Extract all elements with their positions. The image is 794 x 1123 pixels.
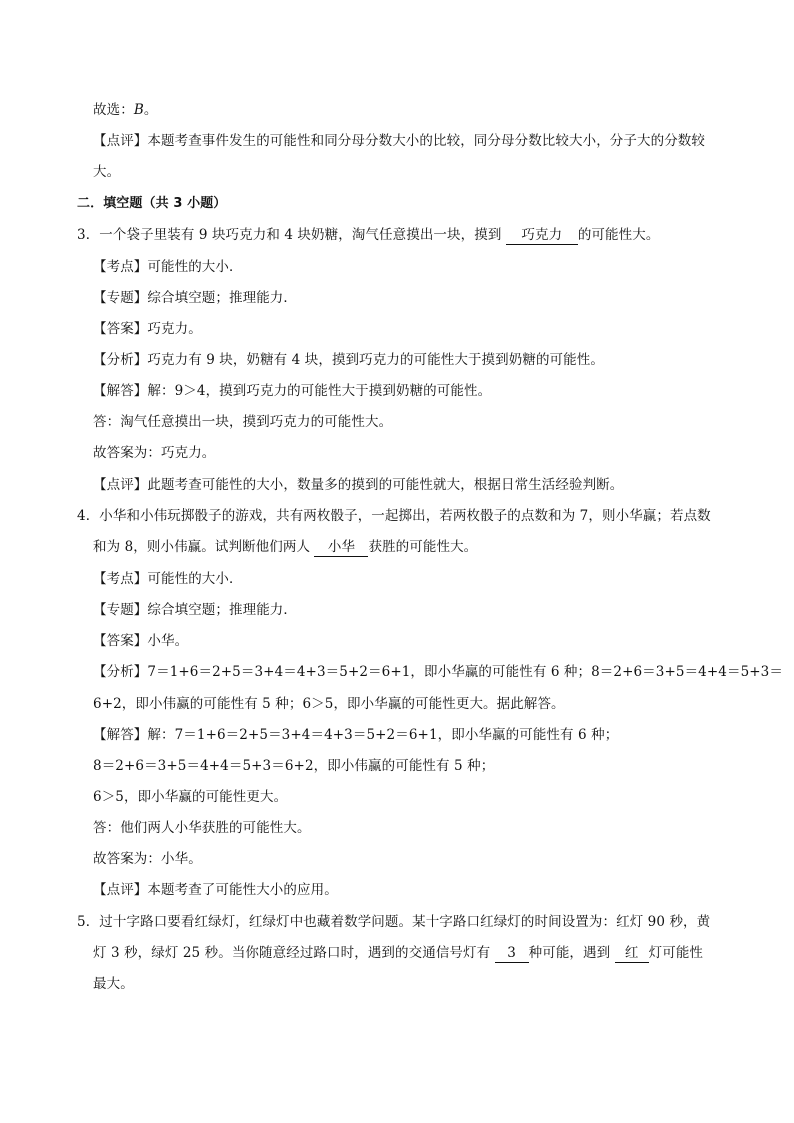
q5-stem-3: 最大。	[93, 976, 134, 992]
comment-tag: 【点评】	[93, 133, 148, 149]
q4-jieda-2: 8＝2+6＝3+5＝4+4＝5+3＝6+2，即小伟赢的可能性有 5 种；	[93, 758, 495, 774]
q4-kaodian: 【考点】可能性的大小．	[93, 571, 243, 587]
q5-stem-2: 灯 3 秒，绿灯 25 秒。当你随意经过路口时，遇到的交通信号灯有 3 种可能，遇到 红 灯可能性	[93, 945, 704, 961]
q4-zhuanti: 【专题】综合填空题；推理能力．	[93, 602, 298, 618]
q5-answer-blank-1: 3	[495, 944, 529, 963]
q4-daan: 【答案】小华。	[93, 633, 189, 649]
q4-final: 故答案为：小华。	[93, 851, 202, 867]
q4-fenxi-1: 【分析】7＝1+6＝2+5＝3+4＝4+3＝5+2＝6+1，即小华赢的可能性有 6 种；8＝2+6＝3+5＝4+4＝5+3＝	[93, 664, 783, 680]
q3-daan: 【答案】巧克力。	[93, 321, 202, 337]
q4-fenxi-2: 6+2，即小伟赢的可能性有 5 种；6＞5，即小华赢的可能性更大。据此解答。	[93, 696, 565, 712]
q3-jieda: 【解答】解：9＞4，摸到巧克力的可能性大于摸到奶糖的可能性。	[93, 383, 492, 399]
choice-line: 故选：B。	[93, 102, 158, 118]
comment-line-1: 【点评】本题考查事件发生的可能性和同分母分数大小的比较，同分母分数比较大小，分子大的分数较	[93, 133, 706, 149]
q3-kaodian: 【考点】可能性的大小．	[93, 259, 243, 275]
q5-answer-blank-2: 红	[615, 944, 649, 963]
q3-answer-blank: 巧克力	[506, 226, 578, 245]
q3-zhuanti: 【专题】综合填空题；推理能力．	[93, 290, 298, 306]
q4-jieda-3: 6＞5，即小华赢的可能性更大。	[93, 789, 288, 805]
q3-fenxi: 【分析】巧克力有 9 块，奶糖有 4 块，摸到巧克力的可能性大于摸到奶糖的可能性。	[93, 352, 604, 368]
q3-final: 故答案为：巧克力。	[93, 445, 216, 461]
q4-stem-1: 4．小华和小伟玩掷骰子的游戏，共有两枚骰子，一起掷出，若两枚骰子的点数和为 7，则小华赢；若点数	[77, 508, 711, 524]
q3-stem: 3．一个袋子里装有 9 块巧克力和 4 块奶糖，淘气任意摸出一块，摸到 巧克力 的可能性大。	[77, 227, 660, 243]
q4-answer: 答：他们两人小华获胜的可能性大。	[93, 820, 311, 836]
section-heading: 二．填空题（共 3 小题）	[77, 196, 227, 211]
q4-dianping: 【点评】本题考查了可能性大小的应用。	[93, 882, 338, 898]
q4-answer-blank: 小华	[314, 538, 368, 557]
comment-line-2: 大。	[93, 164, 121, 180]
q3-answer: 答：淘气任意摸出一块，摸到巧克力的可能性大。	[93, 414, 393, 430]
q4-stem-2: 和为 8，则小伟赢。试判断他们两人 小华 获胜的可能性大。	[93, 539, 478, 555]
q4-jieda-1: 【解答】解：7＝1+6＝2+5＝3+4＝4+3＝5+2＝6+1，即小华赢的可能性有 6 种；	[93, 727, 619, 743]
q3-dianping: 【点评】此题考查可能性的大小，数量多的摸到的可能性就大，根据日常生活经验判断。	[93, 477, 624, 493]
q5-stem-1: 5．过十字路口要看红绿灯，红绿灯中也藏着数学问题。某十字路口红绿灯的时间设置为：红灯 90 秒，黄	[77, 914, 711, 930]
